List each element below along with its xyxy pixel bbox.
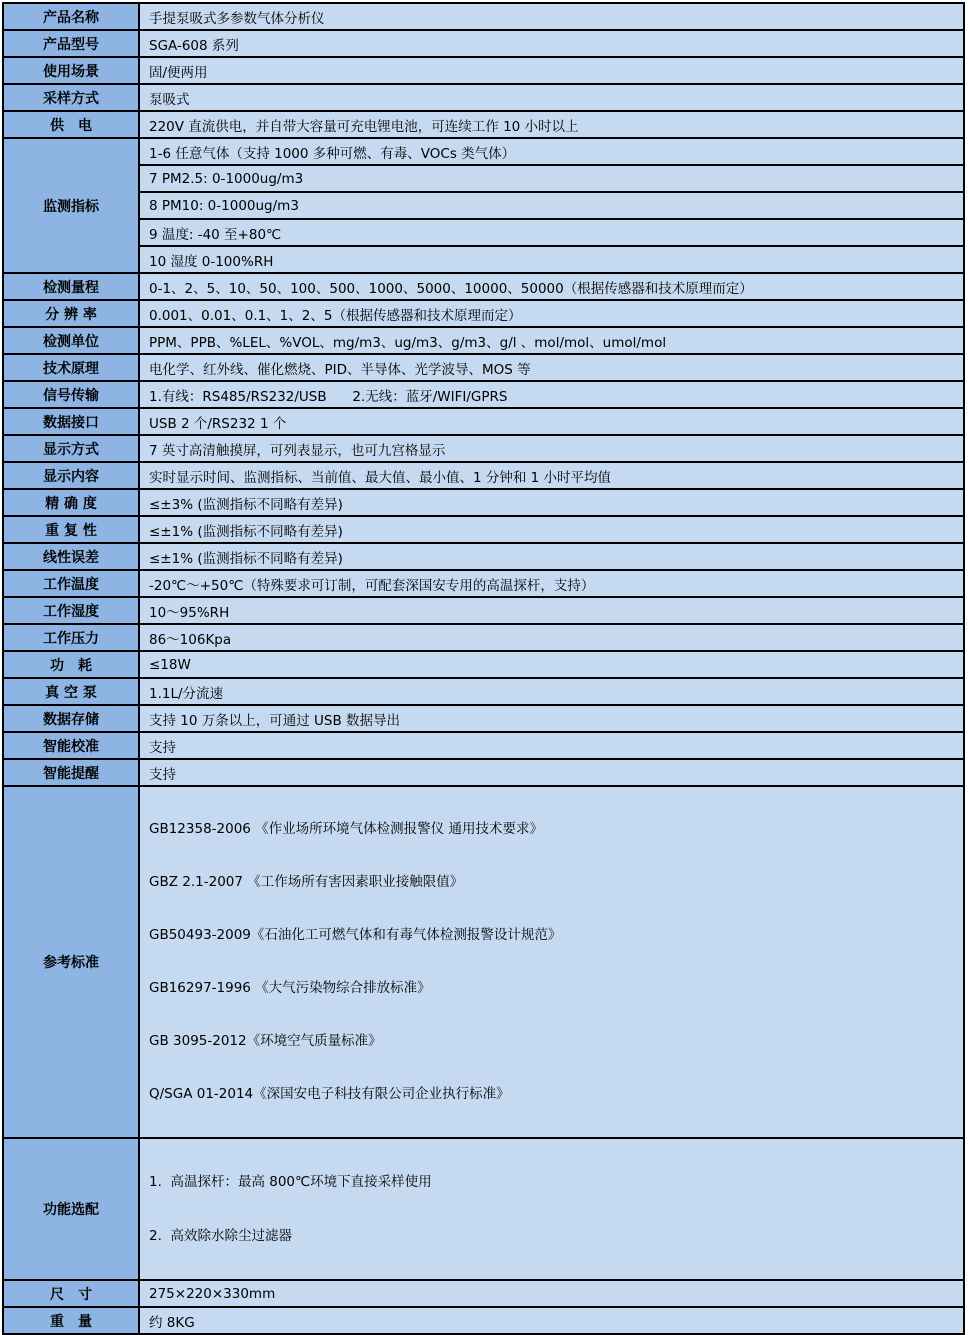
row-value: 支持 [139,759,964,786]
row-label: 信号传输 [3,381,139,408]
table-row-monitoring-2 [3,165,964,192]
row-label: 产品名称 [3,3,139,30]
standard-line: GB16297-1996 《大气污染物综合排放标准》 [149,980,431,996]
row-label: 检测单位 [3,327,139,354]
row-value: ≤±1% (监测指标不同略有差异) [139,543,964,570]
table-row-power-supply [3,111,964,138]
table-row-working-pressure [3,624,964,651]
row-value: ≤±3% (监测指标不同略有差异) [139,489,964,516]
table-row-working-humidity [3,597,964,624]
row-value: 约 8KG [139,1307,964,1334]
table-row-model [3,30,964,57]
table-row-optional-functions [3,1138,964,1280]
table-row-reference-standards [3,786,964,1138]
table-row-monitoring-4 [3,219,964,246]
row-value: 固/便两用 [139,57,964,84]
table-row-resolution [3,300,964,327]
row-label: 产品型号 [3,30,139,57]
row-value: ≤18W [139,651,964,678]
row-label: 尺 寸 [3,1280,139,1307]
table-row-dimensions [3,1280,964,1307]
monitoring-sub-value: 7 PM2.5: 0-1000ug/m3 [139,165,964,192]
monitoring-sub-value: 8 PM10: 0-1000ug/m3 [139,192,964,219]
table-row-data-interface [3,408,964,435]
row-value: 86～106Kpa [139,624,964,651]
table-row-usage-scene [3,57,964,84]
table-row-monitoring-1 [3,138,964,165]
row-value: 支持 10 万条以上，可通过 USB 数据导出 [139,705,964,732]
table-row-signal-transmission [3,381,964,408]
row-label: 使用场景 [3,57,139,84]
monitoring-sub-value: 10 湿度 0-100%RH [139,246,964,273]
row-value: PPM、PPB、%LEL、%VOL、mg/m3、ug/m3、g/m3、g/l 、mol/mol、umol/mol [139,327,964,354]
row-label: 重 量 [3,1307,139,1334]
product-spec-table [2,2,965,1335]
table-row-display-content [3,462,964,489]
table-row-smart-calibration [3,732,964,759]
standards-value [139,786,964,1138]
row-label-monitoring: 监测指标 [3,138,139,273]
standard-line: GB50493-2009《石油化工可燃气体和有毒气体检测报警设计规范》 [149,927,562,943]
table-row-product-name [3,3,964,30]
table-row-accuracy [3,489,964,516]
table-row-monitoring-5 [3,246,964,273]
row-value: ≤±1% (监测指标不同略有差异) [139,516,964,543]
row-label: 显示内容 [3,462,139,489]
standard-line: GB 3095-2012《环境空气质量标准》 [149,1033,382,1049]
option-line: 2. 高效除水除尘过滤器 [149,1228,292,1244]
table-row-technical-principle [3,354,964,381]
row-label: 智能提醒 [3,759,139,786]
row-value: 1.1L/分流速 [139,678,964,705]
row-label: 真 空 泵 [3,678,139,705]
row-label: 检测量程 [3,273,139,300]
standard-line: Q/SGA 01-2014《深国安电子科技有限公司企业执行标准》 [149,1086,510,1102]
table-row-smart-reminder [3,759,964,786]
row-value: 0-1、2、5、10、50、100、500、1000、5000、10000、50000（根据传感器和技术原理而定） [139,273,964,300]
row-value: 实时显示时间、监测指标、当前值、最大值、最小值、1 分钟和 1 小时平均值 [139,462,964,489]
row-label: 工作压力 [3,624,139,651]
row-value: 7 英寸高清触摸屏，可列表显示，也可九宫格显示 [139,435,964,462]
table-row-weight [3,1307,964,1334]
row-value: 220V 直流供电，并自带大容量可充电锂电池，可连续工作 10 小时以上 [139,111,964,138]
monitoring-sub-value: 9 温度: -40 至+80℃ [139,219,964,246]
options-value [139,1138,964,1280]
row-label-options: 功能选配 [3,1138,139,1280]
row-label: 线性误差 [3,543,139,570]
row-value: 手提泵吸式多参数气体分析仪 [139,3,964,30]
table-row-working-temperature [3,570,964,597]
table-row-data-storage [3,705,964,732]
table-row-detection-range [3,273,964,300]
row-label: 重 复 性 [3,516,139,543]
table-row-display-mode [3,435,964,462]
row-label: 智能校准 [3,732,139,759]
row-value: USB 2 个/RS232 1 个 [139,408,964,435]
table-row-detection-unit [3,327,964,354]
row-value: 泵吸式 [139,84,964,111]
table-row-vacuum-pump [3,678,964,705]
row-label: 显示方式 [3,435,139,462]
row-label: 分 辨 率 [3,300,139,327]
row-value: 275×220×330mm [139,1280,964,1307]
monitoring-sub-value: 1-6 任意气体（支持 1000 多种可燃、有毒、VOCs 类气体） [139,138,964,165]
row-value: 0.001、0.01、0.1、1、2、5（根据传感器和技术原理而定） [139,300,964,327]
table-row-sampling-method [3,84,964,111]
table-row-power-consumption [3,651,964,678]
row-label: 采样方式 [3,84,139,111]
row-label: 工作温度 [3,570,139,597]
row-value: SGA-608 系列 [139,30,964,57]
row-label: 工作湿度 [3,597,139,624]
row-label: 功 耗 [3,651,139,678]
row-label: 数据接口 [3,408,139,435]
row-label: 供 电 [3,111,139,138]
table-row-repeatability [3,516,964,543]
row-value: 支持 [139,732,964,759]
row-label: 技术原理 [3,354,139,381]
row-label: 精 确 度 [3,489,139,516]
table-row-monitoring-3 [3,192,964,219]
standard-line: GBZ 2.1-2007 《工作场所有害因素职业接触限值》 [149,874,464,890]
table-row-linearity-error [3,543,964,570]
row-value: 1.有线：RS485/RS232/USB 2.无线：蓝牙/WIFI/GPRS [139,381,964,408]
row-value: 电化学、红外线、催化燃烧、PID、半导体、光学波导、MOS 等 [139,354,964,381]
standard-line: GB12358-2006 《作业场所环境气体检测报警仪 通用技术要求》 [149,821,543,837]
row-label-standards: 参考标准 [3,786,139,1138]
row-value: 10～95%RH [139,597,964,624]
option-line: 1. 高温探杆：最高 800℃环境下直接采样使用 [149,1174,432,1190]
row-label: 数据存储 [3,705,139,732]
row-value: -20℃～+50℃（特殊要求可订制，可配套深国安专用的高温探杆，支持） [139,570,964,597]
